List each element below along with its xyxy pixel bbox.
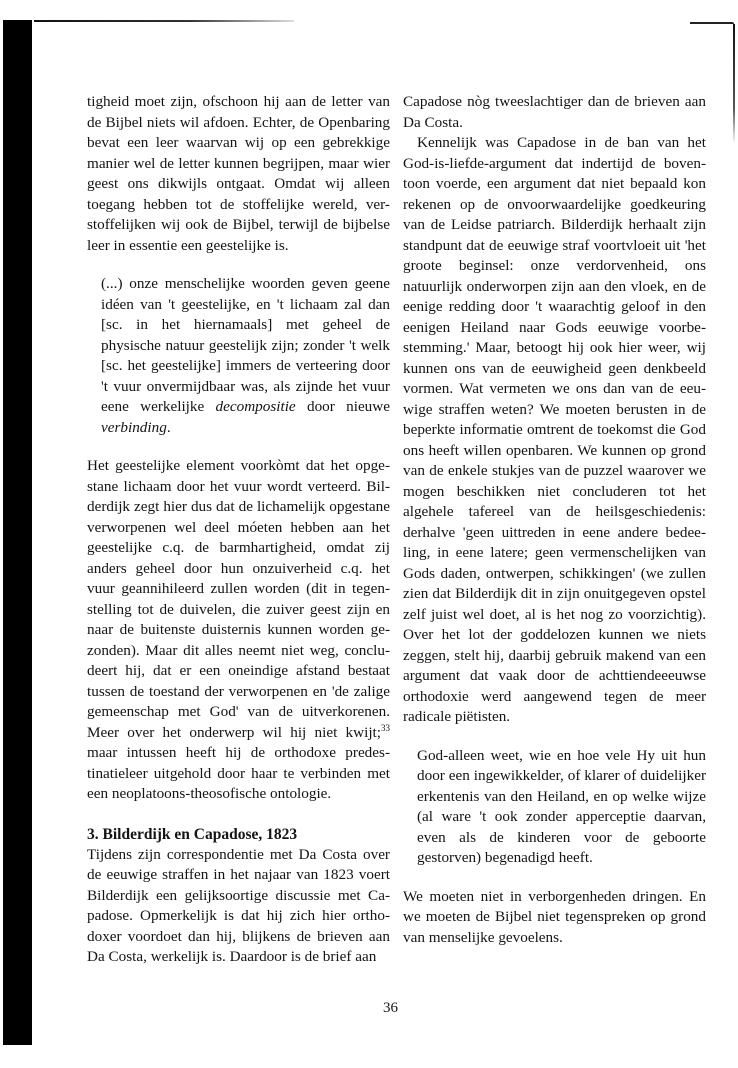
paragraph	[87, 456, 390, 805]
paragraph-text: Het geestelijke element voorkòmt dat het opgestane lichaam door het vuur wordt verteerd. Bilderdijk zegt hier dus dat de lichamelijk opgestane verworpenen wel deel móeten hebben aan het geestelijke c.q. de barmhartigheid, omdat zij anders geheel door hun onzuiverheid c.q. het vuur geannihileerd zullen worden (dit in tegenstelling tot de duivelen, die zuiver geest zijn en naar de buitenste duisternis kunnen worden gezonden). Maar dit alles neemt niet weg, concludeert hij, dat er een oneindige afstand bestaat tussen de toestand der verworpenen en 'de zalige gemeenschap met God' van de uitverkorenen. Meer over het onderwerp wil hij niet kwijt;	[87, 457, 390, 741]
quote-emphasis: verbinding	[101, 418, 167, 436]
section-heading: 3. Bilderdijk en Capadose, 1823	[87, 825, 298, 843]
quote-text: (...) onze menschelijke woorden geven geene idéen van 't geestelijke, en 't lichaam zal dan [sc. in het hiernamaals] met geheel de physische natuur geestelijk zijn; zonder 't welk [sc. het geestelijke] immers de verteering door 't vuur onvermijdbaar was, als zijnde het vuur eene werkelijke	[101, 275, 390, 415]
page-number: 36	[383, 1000, 398, 1016]
paragraph: Kennelijk was Capadose in de ban van het God-is-liefde-argument dat indertijd de boventoon voerde, een argument dat niet bepaald kon rekenen op de onvoorwaardelijke goedkeuring van de Leidse patriarch. Bilderdijk herhaalt zijn standpunt dat de eeuwige straf voortvloeit uit 'het groote beginsel: onze verdorvenheid, ons natuurlijk onderworpen zijn aan den vloek, en de eenige redding door 't waarachtig geloof in den eenigen Heiland naar Gods eeuwige voorbestemming.' Maar, betoogt hij ook hier weer, wij kunnen ons van de eeuwigheid geen denkbeeld vormen. Wat vermeten we ons dan van de eeuwige straffen weten? We moeten berusten in de beperkte informatie omtrent de toekomst die God ons heeft willen openbaren. We kunnen op grond van de enkele stukjes van de puzzel waarover we mogen beschikken niet concluderen tot het algehele tafereel van de heilsgeschiedenis: derhalve 'geen uittreden in eene andere bedeeling, in eene latere; geen vermenschelijken van Gods daden, ontwerpen, schikkingen' (we zullen zien dat Bilderdijk dit in zijn onuitgegeven opstel zelf juist wel doet, al is het nog zo voorzichtig). Over het lot der goddelozen kunnen we niets zeggen, stelt hij, daarbij gebruik makend van een argument dat vaak door de achttiendeeeuwse orthodoxie werd aangewend tegen de meer radicale piëtisten.	[403, 134, 706, 725]
block-quote: God-alleen weet, wie en hoe vele Hy uit hun door een ingewikkelder, of klarer of duidelijker erkentenis van den Heiland, en op welke wijze (al ware 't ook zonder apperceptie daarvan, even als de kinderen voor de geboorte gestorven) begenadigd heeft.	[417, 746, 706, 866]
scan-right-edge	[733, 24, 735, 144]
quote-emphasis: decompositie	[215, 398, 296, 415]
quote-text: door nieuwe	[295, 398, 390, 415]
block-quote	[101, 274, 390, 438]
right-column	[403, 92, 706, 948]
left-column	[87, 92, 390, 968]
scan-top-edge-right	[690, 22, 734, 24]
quote-text: .	[166, 418, 171, 436]
paragraph: Tijdens zijn correspondentie met Da Costa over de eeuwige straffen in het najaar van 1823 voert Bilderdijk een gelijksoortige discussie met Capadose. Opmerkelijk is dat hij zich hier orthodoxer voordoet dan hij, blijkens de brieven aan Da Costa, werkelijk is. Daardoor is de brief aan	[87, 845, 390, 965]
paragraph: Capadose nòg tweeslachtiger dan de brieven aan Da Costa.	[403, 93, 706, 131]
scan-binding-shadow	[3, 20, 32, 1045]
paragraph: We moeten niet in verborgenheden dringen. En we moeten de Bijbel niet tegenspreken op grond van menselijke gevoelens.	[403, 887, 706, 946]
footnote-marker[interactable]: 33	[381, 722, 390, 733]
paragraph: tigheid moet zijn, ofschoon hij aan de letter van de Bijbel niets wil afdoen. Echter, de Openbaring bevat een leer waarvan wij op een gebrekkige manier wel de letter kunnen begrijpen, maar wier geest ons dikwijls ontgaat. Omdat wij alleen toegang hebben tot de stoffelijke wereld, ver-stoffelijken wij ook de Bijbel, terwijl de bijbelse leer in essentie een geestelijke is.	[87, 93, 390, 254]
scan-top-edge	[34, 20, 294, 22]
paragraph-text: maar intussen heeft hij de orthodoxe predestinatieleer uitgehold door haar te verbinden met een neoplatoons-theosofische ontologie.	[87, 744, 390, 802]
